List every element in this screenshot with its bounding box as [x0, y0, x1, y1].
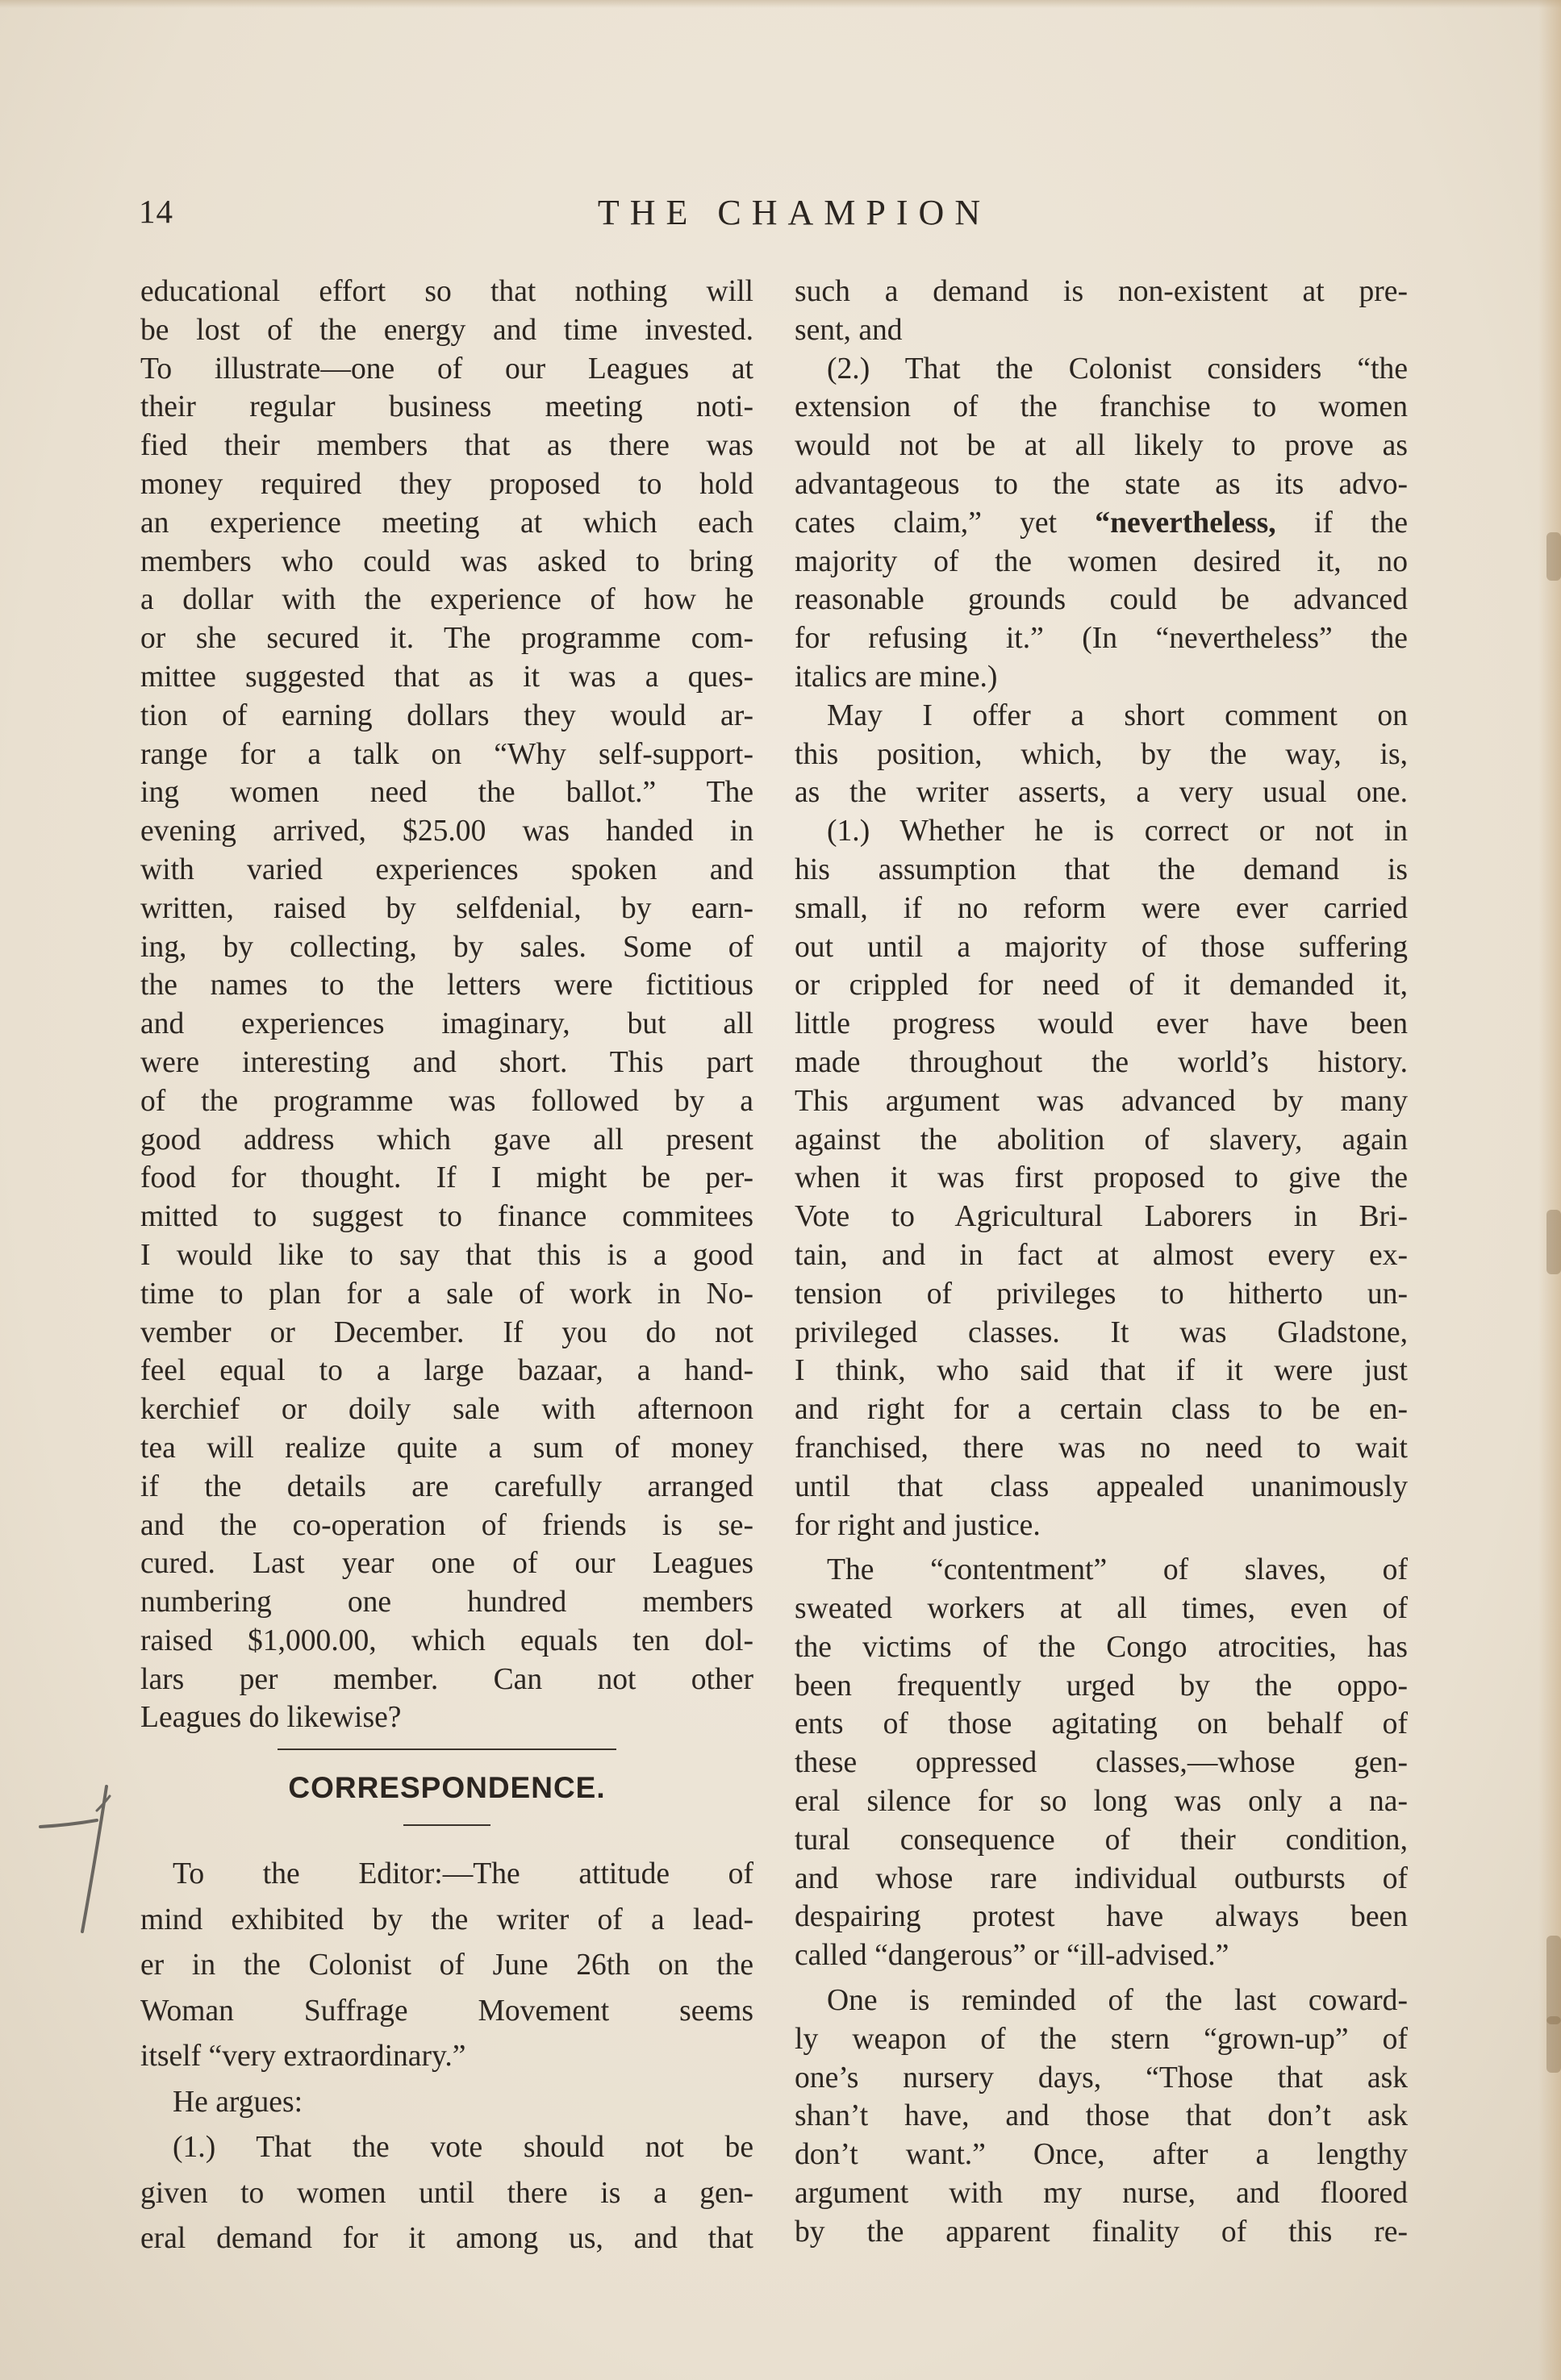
text-line: this position, which, by the way, is, [795, 737, 1408, 771]
text-line: time to plan for a sale of work in No- [140, 1277, 753, 1311]
text-line: out until a majority of those suffering [795, 930, 1408, 964]
text-line: tion of earning dollars they would ar- [140, 698, 753, 732]
page-edge-top [0, 0, 1561, 8]
text-line: the names to the letters were fictitious [140, 969, 753, 1002]
text-line: evening arrived, $25.00 was handed in [140, 815, 753, 848]
text-line: italics are mine.) [795, 660, 998, 694]
text-line: and the co-operation of friends is se- [140, 1508, 753, 1542]
text-line: made throughout the world’s history. [795, 1045, 1408, 1079]
text-line: despairing protest have always been [795, 1900, 1408, 1934]
text-line: fied their members that as there was [140, 429, 753, 463]
section-heading: CORRESPONDENCE. [288, 1771, 606, 1805]
text-line: lars per member. Can not other [140, 1662, 753, 1696]
paragraph [140, 1852, 753, 2262]
paragraph [795, 1982, 1408, 2252]
text-line: been frequently urged by the oppo- [795, 1669, 1408, 1703]
text-line: He argues: [173, 2085, 303, 2119]
text-line: To the Editor:—The attitude of [173, 1857, 753, 1891]
text-line: were interesting and short. This part [140, 1045, 753, 1079]
text-line: I would like to say that this is a good [140, 1238, 753, 1272]
text-line: would not be at all likely to prove as [795, 429, 1408, 463]
text-line: One is reminded of the last coward- [827, 1984, 1408, 2018]
text-line: eral silence for so long was only a na- [795, 1785, 1408, 1819]
text-line: eral demand for it among us, and that [140, 2222, 753, 2256]
page-header [139, 192, 1421, 240]
text-line: franchised, there was no need to wait [795, 1431, 1408, 1465]
text-line: advantageous to the state as its advo- [795, 467, 1408, 501]
section-divider [278, 1749, 616, 1750]
text-line: for right and justice. [795, 1508, 1041, 1542]
text-line: or crippled for need of it demanded it, [795, 969, 1408, 1002]
text-line: tension of privileges to hitherto un- [795, 1277, 1408, 1311]
text-line: tea will realize quite a sum of money [140, 1431, 753, 1465]
text-line: Woman Suffrage Movement seems [140, 1994, 753, 2028]
text-line: small, if no reform were ever carried [795, 891, 1408, 925]
text-line: good address which gave all present [140, 1123, 753, 1157]
text-line: sweated workers at all times, even of [795, 1592, 1408, 1626]
right-column [795, 273, 1408, 2252]
text-line: if the details are carefully arranged [140, 1469, 753, 1503]
text-line: the victims of the Congo atrocities, has [795, 1630, 1408, 1664]
text-line: such a demand is non-existent at pre- [795, 275, 1408, 308]
text-line: of the programme was followed by a [140, 1084, 753, 1118]
text-line: against the abolition of slavery, again [795, 1123, 1408, 1157]
text-line: by the apparent finality of this re- [795, 2215, 1408, 2249]
emphasis-text: “nevertheless, [1095, 506, 1276, 540]
paragraph [795, 812, 1408, 1544]
text-line: ents of those agitating on behalf of [795, 1707, 1408, 1741]
text-line: money required they proposed to hold [140, 467, 753, 501]
text-line: Leagues do likewise? [140, 1701, 402, 1735]
text-line: extension of the franchise to women [795, 390, 1408, 424]
paragraph [795, 273, 1408, 350]
text-line: don’t want.” Once, after a lengthy [795, 2138, 1408, 2172]
text-line: (1.) That the vote should not be [173, 2131, 753, 2165]
binding-mark [1546, 2016, 1561, 2073]
binding-mark [1546, 532, 1561, 581]
text-line: privileged classes. It was Gladstone, [795, 1315, 1408, 1349]
text-line: mitted to suggest to finance commitees [140, 1200, 753, 1234]
text-fragment: if the [1275, 506, 1408, 540]
paragraph [795, 1551, 1408, 1975]
text-line: with varied experiences spoken and [140, 852, 753, 886]
text-line: or she secured it. The programme com- [140, 622, 753, 656]
paragraph [140, 273, 753, 1737]
text-line: Vote to Agricultural Laborers in Bri- [795, 1200, 1408, 1234]
text-line: I think, who said that if it were just [795, 1354, 1408, 1388]
text-line: these oppressed classes,—whose gen- [795, 1746, 1408, 1780]
text-line: be lost of the energy and time invested. [140, 313, 753, 347]
running-title: THE CHAMPION [597, 193, 991, 232]
text-line: written, raised by selfdenial, by earn- [140, 891, 753, 925]
text-line: called “dangerous” or “ill-advised.” [795, 1939, 1229, 1973]
text-line: mittee suggested that as it was a ques- [140, 660, 753, 694]
text-line: little progress would ever have been [795, 1007, 1408, 1041]
text-line: tain, and in fact at almost every ex- [795, 1238, 1408, 1272]
text-line: numbering one hundred members [140, 1586, 753, 1619]
text-line: itself “very extraordinary.” [140, 2040, 466, 2074]
text-line: and whose rare individual outbursts of [795, 1861, 1408, 1895]
text-line: (1.) Whether he is correct or not in [827, 815, 1408, 848]
text-line: one’s nursery days, “Those that ask [795, 2061, 1408, 2094]
text-line: reasonable grounds could be advanced [795, 583, 1408, 617]
text-line: for refusing it.” (In “nevertheless” the [795, 622, 1408, 656]
text-line: May I offer a short comment on [827, 698, 1408, 732]
text-line: ing, by collecting, by sales. Some of [140, 930, 753, 964]
text-line: majority of the women desired it, no [795, 544, 1408, 578]
text-line: given to women until there is a gen- [140, 2176, 753, 2210]
text-line: ing women need the ballot.” The [140, 776, 753, 810]
text-line: when it was first proposed to give the [795, 1161, 1408, 1195]
paragraph [795, 350, 1408, 697]
text-line [795, 504, 1408, 543]
text-line: feel equal to a large bazaar, a hand- [140, 1354, 753, 1388]
text-line: members who could was asked to bring [140, 544, 753, 578]
text-line: mind exhibited by the writer of a lead- [140, 1903, 753, 1936]
text-line: cured. Last year one of our Leagues [140, 1547, 753, 1581]
heading-underline [403, 1824, 490, 1826]
binding-mark [1546, 1936, 1561, 2024]
text-fragment: cates claim,” yet [795, 506, 1058, 540]
text-line: and experiences imaginary, but all [140, 1007, 753, 1041]
text-line: shan’t have, and those that don’t ask [795, 2099, 1408, 2133]
text-line: er in the Colonist of June 26th on the [140, 1949, 753, 1982]
text-line: their regular business meeting noti- [140, 390, 753, 424]
text-line: To illustrate—one of our Leagues at [140, 352, 753, 386]
text-line: raised $1,000.00, which equals ten dol- [140, 1623, 753, 1657]
text-line: as the writer asserts, a very usual one. [795, 776, 1408, 810]
text-line: a dollar with the experience of how he [140, 583, 753, 617]
text-line: kerchief or doily sale with afternoon [140, 1393, 753, 1427]
left-column [140, 273, 753, 2262]
paragraph [795, 697, 1408, 812]
text-line: his assumption that the demand is [795, 852, 1408, 886]
pencil-annotation-icon [32, 1778, 129, 1940]
text-line: argument with my nurse, and floored [795, 2177, 1408, 2211]
binding-mark [1546, 1210, 1561, 1274]
text-line: an experience meeting at which each [140, 506, 753, 540]
text-line: range for a talk on “Why self-support- [140, 737, 753, 771]
page-number: 14 [139, 193, 173, 230]
text-line: until that class appealed unanimously [795, 1469, 1408, 1503]
text-line: educational effort so that nothing will [140, 275, 753, 308]
text-line: ly weapon of the stern “grown-up” of [795, 2022, 1408, 2056]
text-line: (2.) That the Colonist considers “the [827, 352, 1408, 386]
text-line: The “contentment” of slaves, of [827, 1553, 1408, 1587]
text-line: and right for a certain class to be en- [795, 1393, 1408, 1427]
text-line: This argument was advanced by many [795, 1084, 1408, 1118]
text-line: vember or December. If you do not [140, 1315, 753, 1349]
text-line: tural consequence of their condition, [795, 1823, 1408, 1857]
text-line: sent, and [795, 313, 903, 347]
text-line: food for thought. If I might be per- [140, 1161, 753, 1195]
